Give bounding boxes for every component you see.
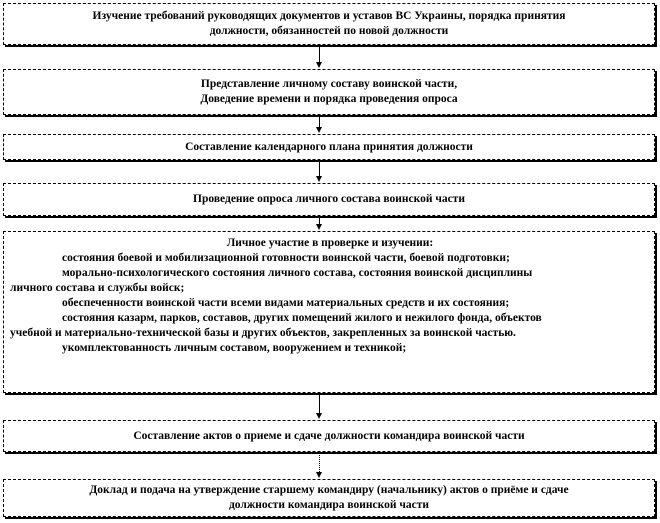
step-report-submission [3, 479, 655, 517]
step-1-line-2: должности, обязанностей по новой должности [209, 25, 449, 37]
step-calendar-plan [3, 134, 655, 160]
arrow-4-to-5 [319, 217, 321, 230]
step-survey [3, 183, 655, 216]
arrow-1-to-2 [319, 46, 321, 68]
arrow-6-to-7 [319, 453, 321, 478]
step-5-item-5: укомплектованность личным составом, вооружением и техникой; [62, 342, 407, 354]
step-5-item-4: состояния казарм, парков, составов, других помещений жилого и нежилого фонда, объектов [62, 312, 542, 324]
step-personal-inspection [3, 231, 655, 393]
step-5-item-1: состояния боевой и мобилизационной готовности воинской части, боевой подготовки; [62, 252, 510, 264]
step-6-line-1: Составление актов о приеме и сдаче должности командира воинской части [133, 429, 525, 442]
step-5-title: Личное участие в проверке и изучении: [226, 237, 434, 249]
arrow-2-to-3 [319, 116, 321, 133]
step-7-line-2: должности командира воинской части [228, 499, 429, 511]
step-acceptance-acts [3, 420, 655, 452]
step-3-line-1: Составление календарного плана принятия должности [185, 140, 473, 153]
step-5-item-2-cont: личного состава и службы войск; [10, 282, 185, 294]
arrow-3-to-4 [319, 161, 321, 182]
step-5-item-3: обеспеченности воинской части всеми видами материальных средств и их состояния; [62, 297, 510, 309]
step-5-item-4-cont: учебной и материально-технической базы и других объектов, закрепленных за воинской частью. [10, 327, 516, 339]
step-2-line-2: Доведение времени и порядка проведения опроса [200, 93, 458, 105]
step-4-line-1: Проведение опроса личного состава воинской части [193, 193, 465, 205]
step-5-item-2: морально-психологического состояния личного состава, состояния воинской дисциплины [62, 267, 533, 279]
step-1-line-1: Изучение требований руководящих документов и уставов ВС Украины, порядка принятия [92, 10, 566, 22]
step-study-requirements [3, 3, 655, 45]
arrow-5-to-6 [319, 394, 321, 419]
step-presentation [3, 69, 655, 115]
step-7-line-1: Доклад и подача на утверждение старшему командиру (начальнику) актов о приёме и сдаче [89, 484, 569, 496]
step-2-line-1: Представление личному составу воинской части, [200, 78, 458, 90]
